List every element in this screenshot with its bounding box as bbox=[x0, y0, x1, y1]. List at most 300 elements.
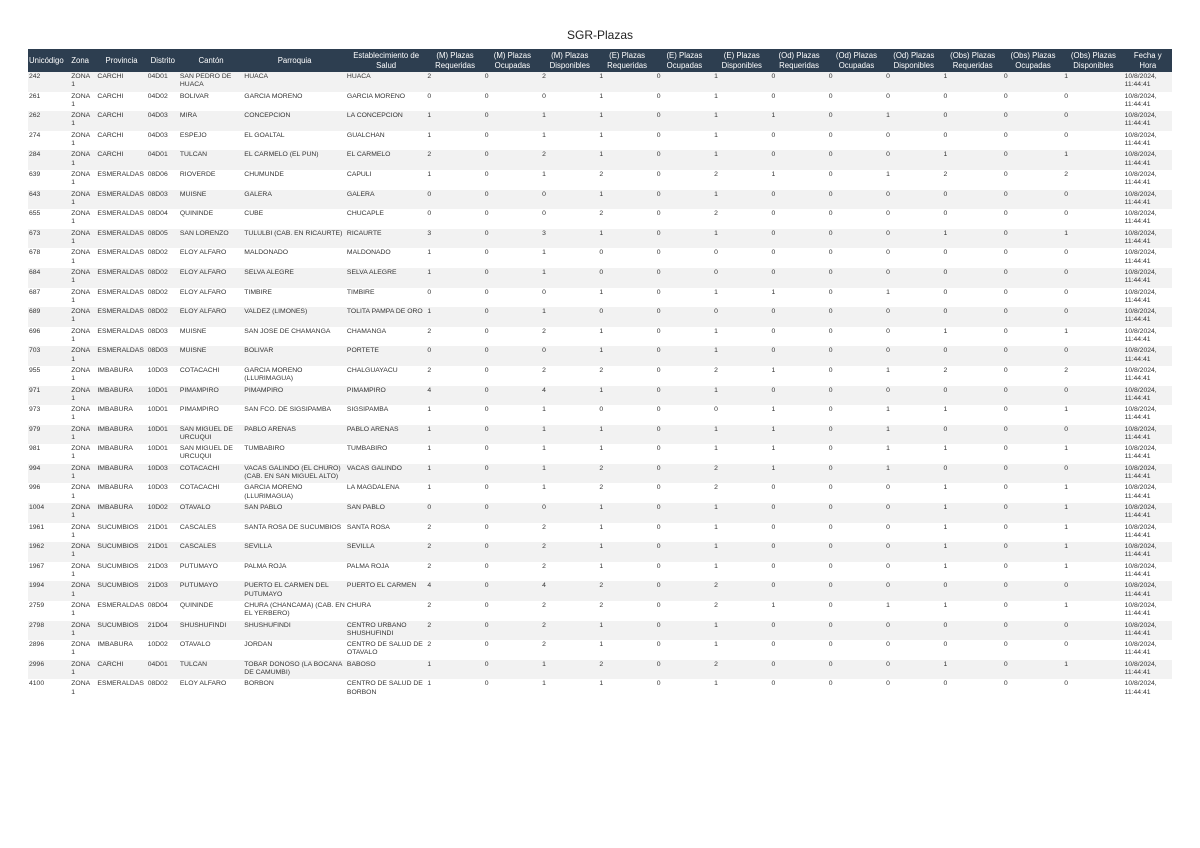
table-cell: 0 bbox=[1003, 640, 1063, 660]
table-cell: 1 bbox=[426, 464, 483, 484]
table-cell: 2 bbox=[426, 542, 483, 562]
table-cell: 1 bbox=[1063, 660, 1123, 680]
table-cell: CASCALES bbox=[179, 523, 243, 543]
table-cell: 1 bbox=[770, 111, 827, 131]
table-cell: 1 bbox=[598, 542, 655, 562]
table-cell: 0 bbox=[828, 307, 885, 327]
table-cell: 2 bbox=[598, 601, 655, 621]
table-cell: 1 bbox=[541, 425, 598, 445]
table-cell: 08D02 bbox=[147, 679, 179, 699]
table-cell: VALDEZ (LIMONES) bbox=[243, 307, 346, 327]
table-cell: 979 bbox=[28, 425, 70, 445]
table-cell: 10/8/2024, 11:44:41 bbox=[1124, 229, 1172, 249]
table-cell: 4 bbox=[426, 386, 483, 406]
table-cell: 0 bbox=[828, 111, 885, 131]
table-cell: 0 bbox=[541, 346, 598, 366]
table-cell: IMBABURA bbox=[96, 405, 146, 425]
table-cell: 1 bbox=[770, 170, 827, 190]
table-cell: 1 bbox=[885, 405, 942, 425]
table-cell: ZONA 1 bbox=[70, 386, 96, 406]
table-cell: PABLO ARENAS bbox=[243, 425, 346, 445]
table-cell: 0 bbox=[484, 660, 541, 680]
table-cell: 0 bbox=[828, 562, 885, 582]
table-cell: 2 bbox=[426, 621, 483, 641]
table-cell: IMBABURA bbox=[96, 366, 146, 386]
table-cell: 1 bbox=[770, 405, 827, 425]
table-cell: 0 bbox=[713, 268, 770, 288]
table-cell: ZONA 1 bbox=[70, 131, 96, 151]
table-cell: 0 bbox=[770, 542, 827, 562]
table-cell: 10/8/2024, 11:44:41 bbox=[1124, 542, 1172, 562]
table-cell: ZONA 1 bbox=[70, 444, 96, 464]
table-cell: 1 bbox=[598, 131, 655, 151]
table-cell: EL GOALTAL bbox=[243, 131, 346, 151]
table-cell: 0 bbox=[770, 190, 827, 210]
table-cell: ZONA 1 bbox=[70, 307, 96, 327]
table-cell: ZONA 1 bbox=[70, 190, 96, 210]
table-cell: 0 bbox=[770, 640, 827, 660]
table-cell: 0 bbox=[1063, 190, 1123, 210]
table-cell: 0 bbox=[484, 170, 541, 190]
table-cell: 0 bbox=[1003, 307, 1063, 327]
table-cell: ZONA 1 bbox=[70, 288, 96, 308]
table-cell: ZONA 1 bbox=[70, 601, 96, 621]
table-cell: 0 bbox=[770, 248, 827, 268]
table-row bbox=[28, 503, 1172, 523]
table-cell: CARCHI bbox=[96, 92, 146, 112]
table-cell: CHURA (CHANCAMA) (CAB. EN EL YERBERO) bbox=[243, 601, 346, 621]
table-cell: 08D04 bbox=[147, 601, 179, 621]
table-cell: CAPULI bbox=[346, 170, 426, 190]
table-cell: 1 bbox=[1063, 229, 1123, 249]
table-cell: 0 bbox=[484, 248, 541, 268]
table-row bbox=[28, 92, 1172, 112]
table-cell: 0 bbox=[713, 248, 770, 268]
table-cell: 0 bbox=[484, 386, 541, 406]
table-cell: 10/8/2024, 11:44:41 bbox=[1124, 366, 1172, 386]
table-cell: 10/8/2024, 11:44:41 bbox=[1124, 581, 1172, 601]
table-row bbox=[28, 366, 1172, 386]
table-cell: CHUMUNDE bbox=[243, 170, 346, 190]
table-cell: 0 bbox=[656, 562, 713, 582]
table-cell: 2 bbox=[426, 327, 483, 347]
table-cell: SANTA ROSA bbox=[346, 523, 426, 543]
table-row bbox=[28, 131, 1172, 151]
table-cell: 0 bbox=[541, 92, 598, 112]
table-cell: 0 bbox=[484, 581, 541, 601]
table-cell: 0 bbox=[484, 601, 541, 621]
table-cell: 1 bbox=[713, 425, 770, 445]
table-row bbox=[28, 640, 1172, 660]
table-cell: 994 bbox=[28, 464, 70, 484]
table-cell: ESMERALDAS bbox=[96, 229, 146, 249]
table-cell: 689 bbox=[28, 307, 70, 327]
table-cell: ESMERALDAS bbox=[96, 327, 146, 347]
table-cell: JORDAN bbox=[243, 640, 346, 660]
table-cell: 0 bbox=[484, 92, 541, 112]
table-cell: 0 bbox=[942, 307, 1002, 327]
table-cell: 2 bbox=[713, 660, 770, 680]
table-cell: 0 bbox=[426, 209, 483, 229]
table-cell: VACAS GALINDO (EL CHURO) (CAB. EN SAN MIGUEL ALTO) bbox=[243, 464, 346, 484]
table-cell: 1 bbox=[713, 444, 770, 464]
table-cell: 0 bbox=[1063, 288, 1123, 308]
table-cell: 0 bbox=[656, 209, 713, 229]
table-cell: CONCEPCION bbox=[243, 111, 346, 131]
table-cell: 08D02 bbox=[147, 307, 179, 327]
table-cell: 0 bbox=[770, 523, 827, 543]
table-cell: 1 bbox=[426, 425, 483, 445]
table-cell: 0 bbox=[770, 562, 827, 582]
table-cell: 0 bbox=[656, 72, 713, 92]
table-cell: SAN PEDRO DE HUACA bbox=[179, 72, 243, 92]
table-cell: 1 bbox=[541, 444, 598, 464]
table-cell: 04D01 bbox=[147, 150, 179, 170]
table-cell: PIMAMPIRO bbox=[346, 386, 426, 406]
table-cell: 1 bbox=[1063, 562, 1123, 582]
table-cell: 10/8/2024, 11:44:41 bbox=[1124, 386, 1172, 406]
table-row bbox=[28, 405, 1172, 425]
table-cell: 1 bbox=[598, 92, 655, 112]
table-cell: 0 bbox=[828, 464, 885, 484]
table-cell: 0 bbox=[713, 405, 770, 425]
table-cell: 10D03 bbox=[147, 366, 179, 386]
table-cell: 1 bbox=[713, 640, 770, 660]
table-cell: 0 bbox=[484, 346, 541, 366]
table-cell: 0 bbox=[426, 92, 483, 112]
table-row bbox=[28, 386, 1172, 406]
table-cell: 0 bbox=[828, 679, 885, 699]
table-cell: 21D01 bbox=[147, 542, 179, 562]
table-cell: 2 bbox=[598, 660, 655, 680]
table-cell: 0 bbox=[1003, 150, 1063, 170]
table-cell: 0 bbox=[828, 170, 885, 190]
table-cell: COTACACHI bbox=[179, 366, 243, 386]
table-cell: 2 bbox=[713, 601, 770, 621]
table-cell: 2 bbox=[541, 523, 598, 543]
table-cell: 1 bbox=[942, 405, 1002, 425]
table-cell: 643 bbox=[28, 190, 70, 210]
table-cell: 0 bbox=[656, 425, 713, 445]
table-cell: 1 bbox=[713, 131, 770, 151]
table-cell: 0 bbox=[1063, 581, 1123, 601]
table-cell: 0 bbox=[885, 503, 942, 523]
table-cell: BOLIVAR bbox=[243, 346, 346, 366]
table-cell: IMBABURA bbox=[96, 425, 146, 445]
table-cell: 10/8/2024, 11:44:41 bbox=[1124, 170, 1172, 190]
table-cell: BORBON bbox=[243, 679, 346, 699]
table-cell: 0 bbox=[598, 405, 655, 425]
table-cell: 0 bbox=[1063, 425, 1123, 445]
table-cell: TOLITA PAMPA DE ORO bbox=[346, 307, 426, 327]
table-cell: 0 bbox=[885, 483, 942, 503]
table-cell: 0 bbox=[656, 131, 713, 151]
table-cell: ZONA 1 bbox=[70, 268, 96, 288]
table-cell: 3 bbox=[426, 229, 483, 249]
table-cell: 1 bbox=[598, 288, 655, 308]
table-cell: RICAURTE bbox=[346, 229, 426, 249]
table-cell: 4100 bbox=[28, 679, 70, 699]
table-cell: SELVA ALEGRE bbox=[243, 268, 346, 288]
table-cell: 2 bbox=[713, 170, 770, 190]
table-cell: 1 bbox=[885, 170, 942, 190]
table-cell: SELVA ALEGRE bbox=[346, 268, 426, 288]
table-cell: MUISNE bbox=[179, 327, 243, 347]
table-cell: 0 bbox=[942, 640, 1002, 660]
table-cell: 0 bbox=[484, 640, 541, 660]
table-cell: ZONA 1 bbox=[70, 562, 96, 582]
table-cell: 0 bbox=[484, 679, 541, 699]
column-header: (Od) Plazas Requeridas bbox=[770, 49, 827, 72]
table-cell: IMBABURA bbox=[96, 483, 146, 503]
column-header: (M) Plazas Disponibles bbox=[541, 49, 598, 72]
table-cell: 2 bbox=[426, 150, 483, 170]
table-cell: 2 bbox=[541, 366, 598, 386]
table-cell: 2 bbox=[541, 542, 598, 562]
table-cell: 696 bbox=[28, 327, 70, 347]
table-cell: 2 bbox=[541, 601, 598, 621]
table-cell: 0 bbox=[770, 209, 827, 229]
table-cell: 0 bbox=[885, 307, 942, 327]
table-cell: 10D02 bbox=[147, 640, 179, 660]
table-cell: 08D06 bbox=[147, 170, 179, 190]
table-cell: ZONA 1 bbox=[70, 327, 96, 347]
table-cell: 0 bbox=[1003, 464, 1063, 484]
column-header: (M) Plazas Requeridas bbox=[426, 49, 483, 72]
table-cell: 0 bbox=[541, 503, 598, 523]
table-row bbox=[28, 327, 1172, 347]
table-cell: 10/8/2024, 11:44:41 bbox=[1124, 523, 1172, 543]
table-cell: 0 bbox=[656, 679, 713, 699]
table-cell: 1 bbox=[1063, 523, 1123, 543]
table-cell: PUERTO EL CARMEN bbox=[346, 581, 426, 601]
table-cell: 0 bbox=[656, 268, 713, 288]
table-cell: 0 bbox=[541, 209, 598, 229]
table-cell: 1 bbox=[942, 660, 1002, 680]
table-cell: 2 bbox=[1063, 170, 1123, 190]
table-cell: 2759 bbox=[28, 601, 70, 621]
table-cell: 1 bbox=[598, 386, 655, 406]
table-cell: 1 bbox=[713, 288, 770, 308]
table-cell: TULULBI (CAB. EN RICAURTE) bbox=[243, 229, 346, 249]
table-cell: ZONA 1 bbox=[70, 366, 96, 386]
table-cell: 2 bbox=[942, 170, 1002, 190]
table-cell: ZONA 1 bbox=[70, 72, 96, 92]
table-cell: BABOSO bbox=[346, 660, 426, 680]
table-cell: 0 bbox=[1063, 640, 1123, 660]
table-cell: ZONA 1 bbox=[70, 660, 96, 680]
table-cell: ESMERALDAS bbox=[96, 288, 146, 308]
table-cell: 0 bbox=[885, 346, 942, 366]
table-cell: 0 bbox=[1003, 405, 1063, 425]
table-cell: 0 bbox=[1063, 464, 1123, 484]
table-cell: 1 bbox=[713, 327, 770, 347]
table-cell: ZONA 1 bbox=[70, 346, 96, 366]
table-cell: MALDONADO bbox=[346, 248, 426, 268]
table-cell: 08D05 bbox=[147, 229, 179, 249]
table-cell: 0 bbox=[828, 248, 885, 268]
table-cell: 687 bbox=[28, 288, 70, 308]
table-cell: 0 bbox=[656, 248, 713, 268]
table-cell: 1 bbox=[942, 150, 1002, 170]
column-header: Parroquia bbox=[243, 49, 346, 72]
table-header-row bbox=[28, 49, 1172, 72]
table-cell: 673 bbox=[28, 229, 70, 249]
table-cell: 1 bbox=[770, 444, 827, 464]
table-cell: 0 bbox=[1003, 483, 1063, 503]
table-cell: 1 bbox=[1063, 72, 1123, 92]
table-cell: PIMAMPIRO bbox=[179, 386, 243, 406]
table-cell: ZONA 1 bbox=[70, 581, 96, 601]
table-cell: 0 bbox=[656, 581, 713, 601]
table-cell: RIOVERDE bbox=[179, 170, 243, 190]
column-header: (E) Plazas Ocupadas bbox=[656, 49, 713, 72]
table-cell: 04D01 bbox=[147, 72, 179, 92]
table-cell: TOBAR DONOSO (LA BOCANA DE CAMUMBI) bbox=[243, 660, 346, 680]
table-cell: ZONA 1 bbox=[70, 425, 96, 445]
column-header: Establecimiento de Salud bbox=[346, 49, 426, 72]
table-cell: SAN PABLO bbox=[346, 503, 426, 523]
table-cell: GARCIA MORENO bbox=[243, 92, 346, 112]
table-cell: IMBABURA bbox=[96, 464, 146, 484]
table-cell: 262 bbox=[28, 111, 70, 131]
table-cell: 0 bbox=[484, 131, 541, 151]
table-cell: 0 bbox=[942, 346, 1002, 366]
table-cell: 0 bbox=[885, 131, 942, 151]
table-cell: CHURA bbox=[346, 601, 426, 621]
table-cell: GALERA bbox=[243, 190, 346, 210]
table-cell: 0 bbox=[770, 581, 827, 601]
table-cell: 0 bbox=[828, 386, 885, 406]
table-cell: ZONA 1 bbox=[70, 248, 96, 268]
table-cell: 1 bbox=[713, 190, 770, 210]
table-cell: 1 bbox=[770, 366, 827, 386]
table-cell: ZONA 1 bbox=[70, 209, 96, 229]
table-cell: 1 bbox=[426, 170, 483, 190]
table-cell: 2896 bbox=[28, 640, 70, 660]
table-cell: 1 bbox=[541, 464, 598, 484]
table-cell: 1 bbox=[598, 190, 655, 210]
table-cell: 0 bbox=[942, 581, 1002, 601]
table-row bbox=[28, 111, 1172, 131]
table-cell: 703 bbox=[28, 346, 70, 366]
table-cell: 1 bbox=[541, 483, 598, 503]
table-cell: 0 bbox=[1003, 679, 1063, 699]
table-cell: PUTUMAYO bbox=[179, 562, 243, 582]
table-body bbox=[28, 72, 1172, 699]
table-cell: 0 bbox=[885, 640, 942, 660]
table-cell: SIGSIPAMBA bbox=[346, 405, 426, 425]
table-cell: 1962 bbox=[28, 542, 70, 562]
table-cell: 10D01 bbox=[147, 386, 179, 406]
table-cell: PALMA ROJA bbox=[243, 562, 346, 582]
table-cell: 10/8/2024, 11:44:41 bbox=[1124, 640, 1172, 660]
table-cell: MUISNE bbox=[179, 346, 243, 366]
table-cell: 0 bbox=[885, 562, 942, 582]
table-cell: 0 bbox=[1063, 268, 1123, 288]
table-cell: 1 bbox=[598, 72, 655, 92]
table-cell: 0 bbox=[828, 503, 885, 523]
table-cell: EL CARMELO bbox=[346, 150, 426, 170]
table-cell: 0 bbox=[484, 464, 541, 484]
table-cell: 284 bbox=[28, 150, 70, 170]
table-cell: 0 bbox=[1003, 601, 1063, 621]
table-cell: 1 bbox=[598, 425, 655, 445]
table-cell: 0 bbox=[713, 307, 770, 327]
table-cell: 1 bbox=[770, 288, 827, 308]
table-cell: 1 bbox=[598, 150, 655, 170]
table-cell: 0 bbox=[885, 660, 942, 680]
table-cell: 0 bbox=[942, 425, 1002, 445]
table-cell: QUININDE bbox=[179, 209, 243, 229]
column-header: Fecha y Hora bbox=[1124, 49, 1172, 72]
table-cell: 1 bbox=[598, 679, 655, 699]
table-cell: 10/8/2024, 11:44:41 bbox=[1124, 405, 1172, 425]
table-cell: 0 bbox=[426, 346, 483, 366]
table-cell: 0 bbox=[942, 209, 1002, 229]
table-cell: ELOY ALFARO bbox=[179, 268, 243, 288]
table-cell: 10D02 bbox=[147, 503, 179, 523]
table-cell: 0 bbox=[656, 464, 713, 484]
table-cell: CARCHI bbox=[96, 111, 146, 131]
table-cell: SAN PABLO bbox=[243, 503, 346, 523]
table-cell: 1 bbox=[1063, 327, 1123, 347]
table-cell: 0 bbox=[1063, 307, 1123, 327]
table-cell: 10/8/2024, 11:44:41 bbox=[1124, 268, 1172, 288]
table-cell: VACAS GALINDO bbox=[346, 464, 426, 484]
table-cell: 0 bbox=[484, 307, 541, 327]
table-cell: 0 bbox=[942, 288, 1002, 308]
table-cell: 1 bbox=[713, 562, 770, 582]
table-cell: 2 bbox=[541, 640, 598, 660]
table-row bbox=[28, 444, 1172, 464]
table-cell: 0 bbox=[1063, 679, 1123, 699]
table-cell: 0 bbox=[1003, 621, 1063, 641]
table-cell: 1 bbox=[942, 542, 1002, 562]
table-cell: SAN MIGUEL DE URCUQUI bbox=[179, 444, 243, 464]
table-cell: 0 bbox=[770, 327, 827, 347]
table-cell: 2 bbox=[713, 581, 770, 601]
table-cell: CARCHI bbox=[96, 72, 146, 92]
table-cell: 971 bbox=[28, 386, 70, 406]
table-cell: SUCUMBIOS bbox=[96, 542, 146, 562]
table-cell: 1 bbox=[598, 111, 655, 131]
table-cell: 1 bbox=[1063, 601, 1123, 621]
table-cell: 1 bbox=[885, 425, 942, 445]
table-row bbox=[28, 601, 1172, 621]
table-cell: 0 bbox=[828, 601, 885, 621]
table-cell: 0 bbox=[828, 131, 885, 151]
table-cell: 1 bbox=[1063, 483, 1123, 503]
table-cell: 0 bbox=[770, 229, 827, 249]
table-cell: 1 bbox=[426, 405, 483, 425]
table-cell: 0 bbox=[828, 366, 885, 386]
table-cell: 2 bbox=[713, 209, 770, 229]
table-cell: 21D01 bbox=[147, 523, 179, 543]
table-cell: 04D02 bbox=[147, 92, 179, 112]
table-cell: 0 bbox=[828, 190, 885, 210]
table-cell: 1 bbox=[426, 268, 483, 288]
table-cell: 274 bbox=[28, 131, 70, 151]
table-cell: 1 bbox=[942, 483, 1002, 503]
table-cell: 0 bbox=[770, 92, 827, 112]
table-cell: 0 bbox=[828, 523, 885, 543]
table-cell: SUCUMBIOS bbox=[96, 562, 146, 582]
table-cell: ELOY ALFARO bbox=[179, 288, 243, 308]
table-cell: 0 bbox=[885, 523, 942, 543]
table-cell: ESMERALDAS bbox=[96, 190, 146, 210]
table-cell: ESMERALDAS bbox=[96, 307, 146, 327]
